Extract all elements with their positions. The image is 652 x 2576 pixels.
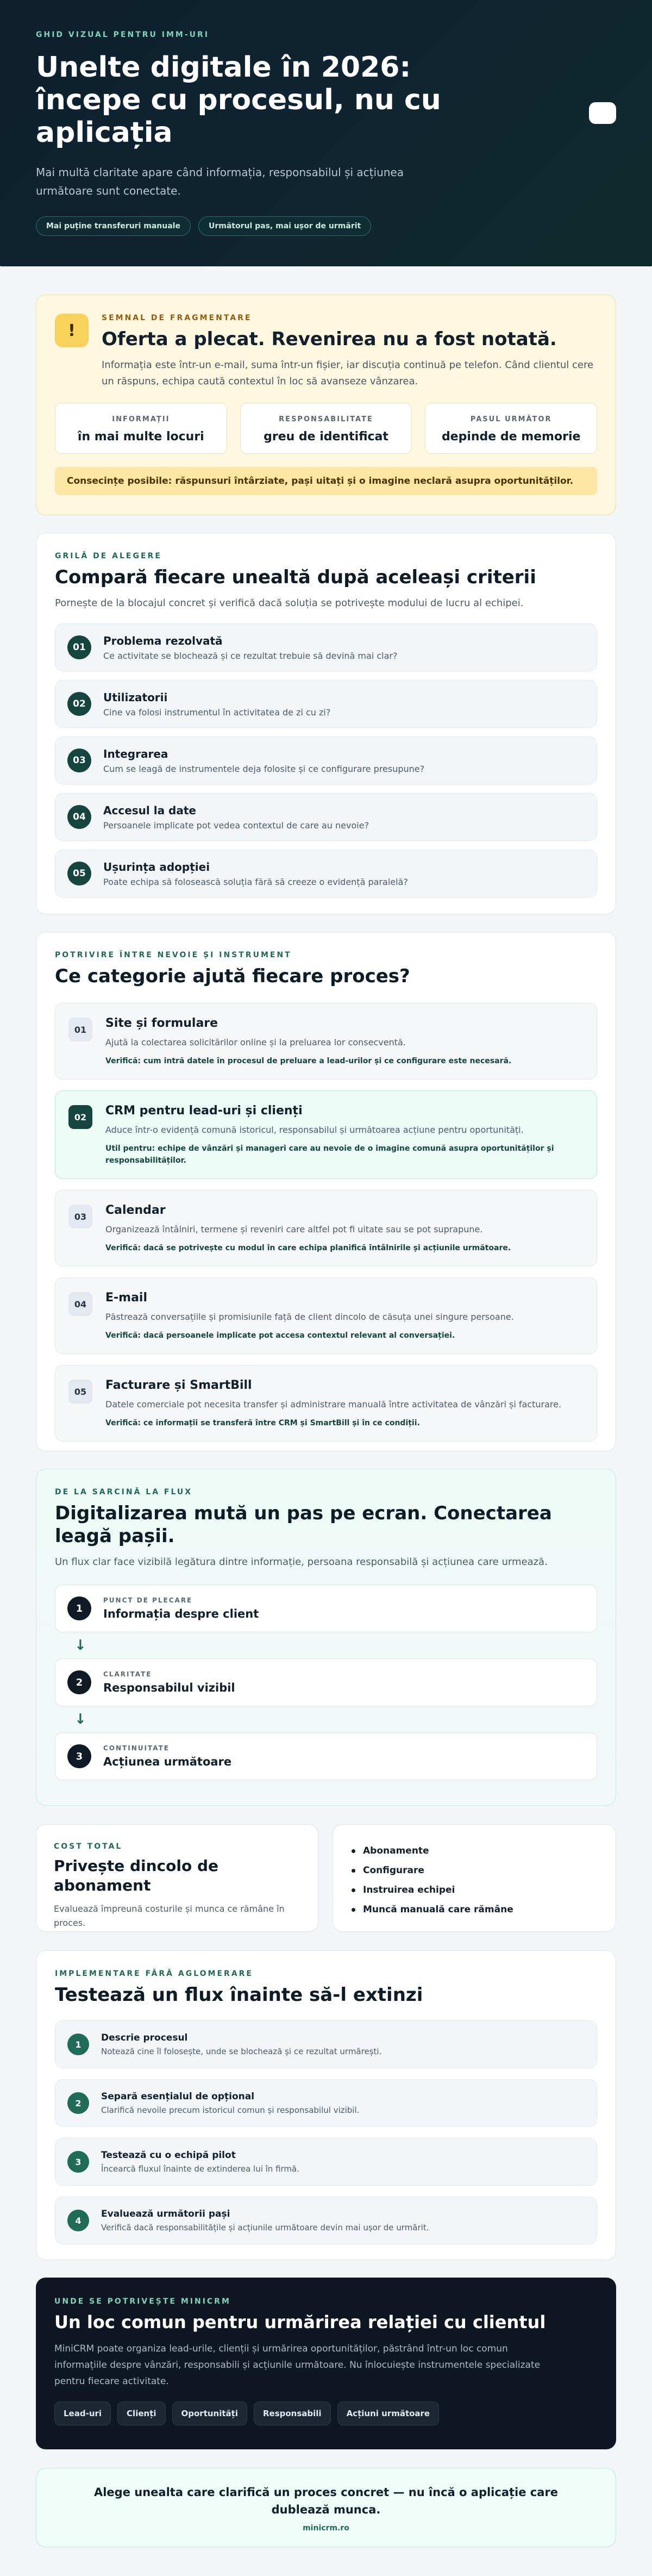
final-card: [36, 2468, 616, 2547]
cost-card: [36, 1824, 318, 1932]
hero-chip: Mai puține transferuri manuale: [36, 216, 191, 236]
hero-title: Unelte digitale în 2026: începe cu procesul, nu cu aplicația: [36, 51, 441, 149]
flow-step-label: PUNCT DE PLECARE: [103, 1596, 193, 1604]
category-desc: Organizează întâlniri, termene și reveniri care altfel pot fi uitate sau se pot suprapune.: [105, 1224, 483, 1234]
category-number: 05: [68, 1380, 92, 1404]
fragmentation-text: Informația este într-un e-mail, suma într-un fișier, iar discuția continuă pe telefon. Când clientul cere un răspuns, echipa caută contextul în loc să avanseze vânzarea.: [102, 359, 594, 387]
fragmentation-tile: [425, 403, 597, 454]
criteria-item-desc: Cum se leagă de instrumentele deja folosite și ce configurare presupune?: [103, 763, 425, 774]
flow-steps: [55, 1585, 597, 1780]
flow-eyebrow: DE LA SARCINĂ LA FLUX: [55, 1488, 193, 1496]
minicrm-tag: Responsabili: [254, 2402, 331, 2425]
cost-list-item: [352, 1861, 597, 1880]
implementation-number: 3: [67, 2151, 89, 2173]
cost-list-text: Abonamente: [363, 1845, 429, 1856]
implementation-item-title: Testează cu o echipă pilot: [101, 2150, 236, 2161]
criteria-item-title: Utilizatorii: [103, 690, 168, 704]
fragmentation-card: [36, 295, 616, 515]
flow-step: [55, 1658, 597, 1706]
implementation-item-desc: Încearcă fluxul înainte de extinderea lui în firmă.: [101, 2164, 300, 2174]
hero-eyebrow: GHID VIZUAL PENTRU IMM-URI: [36, 30, 210, 39]
implementation-item-desc: Verifică dacă responsabilitățile și acțiunile următoare devin mai ușor de urmărit.: [101, 2223, 429, 2232]
criteria-item-desc: Persoanele implicate pot vedea contextul de care au nevoie?: [103, 820, 369, 831]
implementation-card: [36, 1950, 616, 2260]
category-title: Calendar: [105, 1203, 166, 1217]
criteria-item: [55, 793, 597, 841]
criteria-item-title: Integrarea: [103, 747, 168, 760]
category-item-highlighted: [55, 1090, 597, 1179]
implementation-item-title: Descrie procesul: [101, 2032, 188, 2043]
categories-list: [55, 1003, 597, 1442]
criteria-item: [55, 623, 597, 671]
flow-step-label: CONTINUITATE: [103, 1744, 170, 1752]
categories-eyebrow: POTRIVIRE ÎNTRE NEVOIE ȘI INSTRUMENT: [55, 951, 292, 959]
category-item: [55, 1365, 597, 1442]
category-title: E-mail: [105, 1291, 148, 1305]
category-title: CRM pentru lead-uri și clienți: [105, 1104, 303, 1118]
flow-title: Digitalizarea mută un pas pe ecran. Conectarea leagă pașii.: [55, 1502, 552, 1547]
criteria-item: [55, 850, 597, 897]
category-note: Verifică: ce informații se transferă între CRM și SmartBill și în ce condiții.: [105, 1419, 420, 1427]
criteria-item-desc: Ce activitate se blochează și ce rezultat trebuie să devină mai clar?: [103, 650, 398, 661]
fragmentation-tile: [240, 403, 412, 454]
implementation-item-title: Evaluează următorii pași: [101, 2209, 230, 2219]
minicrm-tag: Acțiuni următoare: [337, 2402, 440, 2425]
bullet-icon: [352, 1888, 355, 1892]
tile-value: în mai multe locuri: [77, 430, 204, 444]
hero: [0, 0, 652, 266]
category-number: 01: [68, 1018, 92, 1041]
minicrm-tags: [54, 2402, 598, 2425]
warning-icon: !: [55, 314, 89, 347]
cost-list-text: Muncă manuală care rămâne: [363, 1904, 513, 1915]
fragmentation-tile: [55, 403, 227, 454]
bullet-icon: [352, 1849, 355, 1853]
criteria-number: 03: [67, 749, 91, 772]
implementation-number: 4: [67, 2210, 89, 2231]
implementation-item-desc: Notează cine îl folosește, unde se blochează și ce rezultat urmărești.: [101, 2047, 382, 2056]
cost-list-text: Instruirea echipei: [363, 1885, 455, 1895]
category-desc: Datele comerciale pot necesita transfer și administrare manuală între activitatea de vânzări și facturare.: [105, 1399, 562, 1409]
criteria-item-title: Problema rezolvată: [103, 634, 223, 647]
criteria-eyebrow: GRILĂ DE ALEGERE: [55, 552, 162, 560]
category-note: Verifică: dacă persoanele implicate pot accesa contextul relevant al conversației.: [105, 1331, 455, 1340]
final-text: Alege unealta care clarifică un proces concret — nu încă o aplicație care dublează munca.: [93, 2486, 559, 2516]
criteria-item-title: Accesul la date: [103, 803, 196, 817]
bullet-icon: [352, 1908, 355, 1912]
flow-step-value: Responsabilul vizibil: [103, 1681, 235, 1694]
flow-lead: Un flux clar face vizibilă legătura dintre informație, persoana responsabilă și acțiunea care urmează.: [55, 1556, 548, 1568]
flow-step-number: 2: [67, 1670, 91, 1694]
category-desc: Ajută la colectarea solicitărilor online și la preluarea lor consecventă.: [105, 1037, 406, 1047]
implementation-item-title: Separă esențialul de opțional: [101, 2091, 255, 2102]
tile-value: greu de identificat: [264, 430, 388, 444]
minicrm-text: MiniCRM poate organiza lead-urile, clienții și urmărirea oportunităților, păstrând într-un loc comun informațiile despre vânzări, responsabili și acțiunile următoare. Nu înlocuiește instrumentele specializate pentru fiecare activitate.: [54, 2343, 541, 2387]
tile-label: RESPONSABILITATE: [279, 415, 373, 423]
category-title: Facturare și SmartBill: [105, 1379, 252, 1392]
category-desc: Aduce într-o evidență comună istoricul, responsabilul și următoarea acțiune pentru oportunități.: [105, 1125, 524, 1135]
cost-list-item: [352, 1900, 597, 1919]
hero-chips: [36, 216, 616, 236]
criteria-list: [55, 623, 597, 897]
category-note: Verifică: dacă se potrivește cu modul în care echipa planifică întâlnirile și acțiunile următoare.: [105, 1244, 511, 1252]
cost-list-card: [333, 1824, 616, 1932]
flow-card: [36, 1469, 616, 1806]
criteria-lead: Pornește de la blocajul concret și verifică dacă soluția se potrivește modului de lucru al echipei.: [55, 597, 524, 609]
category-item: [55, 1003, 597, 1080]
implementation-item: [55, 2020, 597, 2068]
arrow-down-icon: ↓: [74, 1637, 86, 1654]
flow-step: [55, 1585, 597, 1632]
criteria-item-desc: Cine va folosi instrumentul în activitatea de zi cu zi?: [103, 707, 331, 718]
cost-list-item: [352, 1880, 597, 1900]
category-desc: Păstrează conversațiile și promisiunile față de client dincolo de căsuța unei singure persoane.: [105, 1312, 514, 1322]
categories-title: Ce categorie ajută fiecare proces?: [55, 965, 410, 987]
minicrm-card: [36, 2278, 616, 2449]
tile-label: INFORMAȚII: [112, 415, 170, 423]
criteria-number: 02: [67, 692, 91, 716]
cost-title: Privește dincolo de abonament: [54, 1857, 218, 1894]
flow-step-label: CLARITATE: [103, 1670, 152, 1678]
criteria-item: [55, 737, 597, 784]
tile-label: PASUL URMĂTOR: [470, 415, 552, 423]
flow-step: [55, 1732, 597, 1780]
categories-card: [36, 932, 616, 1451]
implementation-eyebrow: IMPLEMENTARE FĂRĂ AGLOMERARE: [55, 1969, 253, 1978]
fragmentation-tiles: [55, 403, 597, 454]
implementation-item: [55, 2079, 597, 2127]
hero-chip: Următorul pas, mai ușor de urmărit: [198, 216, 371, 236]
implementation-number: 2: [67, 2092, 89, 2114]
category-item: [55, 1277, 597, 1354]
criteria-item: [55, 680, 597, 728]
category-number: 02: [68, 1105, 92, 1129]
cost-list-item: [352, 1841, 597, 1861]
fragmentation-title: Oferta a plecat. Revenirea nu a fost notată.: [102, 328, 557, 350]
arrow-down-icon: ↓: [74, 1711, 86, 1727]
criteria-number: 05: [67, 862, 91, 885]
fragmentation-eyebrow: SEMNAL DE FRAGMENTARE: [102, 314, 252, 322]
bullet-icon: [352, 1869, 355, 1873]
flow-step-value: Acțiunea următoare: [103, 1755, 232, 1768]
category-number: 04: [68, 1292, 92, 1316]
minicrm-eyebrow: UNDE SE POTRIVEȘTE MINICRM: [54, 2297, 231, 2306]
fragmentation-consequence: Consecințe posibile: răspunsuri întârziate, pași uitați și o imagine neclară asupra oportunităților.: [55, 467, 597, 495]
flow-step-number: 1: [67, 1596, 91, 1620]
criteria-card: [36, 533, 616, 914]
category-note: Verifică: cum intră datele în procesul de preluare a lead-urilor și ce configurare este necesară.: [105, 1057, 512, 1065]
flow-step-value: Informația despre client: [103, 1607, 259, 1620]
minicrm-tag: Oportunități: [172, 2402, 247, 2425]
criteria-item-desc: Poate echipa să folosească soluția fără să creeze o evidență paralelă?: [103, 876, 408, 887]
category-title: Site și formulare: [105, 1016, 218, 1030]
flow-step-number: 3: [67, 1744, 91, 1768]
criteria-item-title: Ușurința adopției: [103, 860, 210, 874]
cost-list-text: Configurare: [363, 1865, 424, 1876]
minicrm-tag: Clienți: [117, 2402, 165, 2425]
hero-pill-button[interactable]: [589, 102, 616, 124]
implementation-number: 1: [67, 2034, 89, 2055]
category-item: [55, 1190, 597, 1267]
cost-lead: Evaluează împreună costurile și munca ce rămâne în proces.: [54, 1904, 285, 1928]
criteria-number: 01: [67, 635, 91, 659]
category-note: Util pentru: echipe de vânzări și manageri care au nevoie de o imagine comună asupra oportunităților și responsabilităților.: [105, 1144, 554, 1165]
minicrm-title: Un loc comun pentru urmărirea relației cu clientul: [54, 2312, 546, 2332]
implementation-item-desc: Clarifică nevoile precum istoricul comun și responsabilul vizibil.: [101, 2105, 360, 2115]
criteria-number: 04: [67, 805, 91, 829]
implementation-item: [55, 2197, 597, 2244]
implementation-list: [55, 2020, 597, 2244]
implementation-item: [55, 2138, 597, 2186]
minicrm-tag: Lead-uri: [54, 2402, 111, 2425]
implementation-title: Testează un flux înainte să-l extinzi: [55, 1984, 423, 2006]
cost-list: [352, 1841, 597, 1919]
category-number: 03: [68, 1205, 92, 1228]
cost-eyebrow: COST TOTAL: [54, 1842, 123, 1851]
tile-value: depinde de memorie: [441, 430, 581, 444]
final-url-link[interactable]: minicrm.ro: [303, 2524, 349, 2533]
hero-lead: Mai multă claritate apare când informația, responsabilul și acțiunea următoare sunt conectate.: [36, 166, 404, 197]
criteria-title: Compară fiecare unealtă după aceleași criterii: [55, 566, 536, 588]
